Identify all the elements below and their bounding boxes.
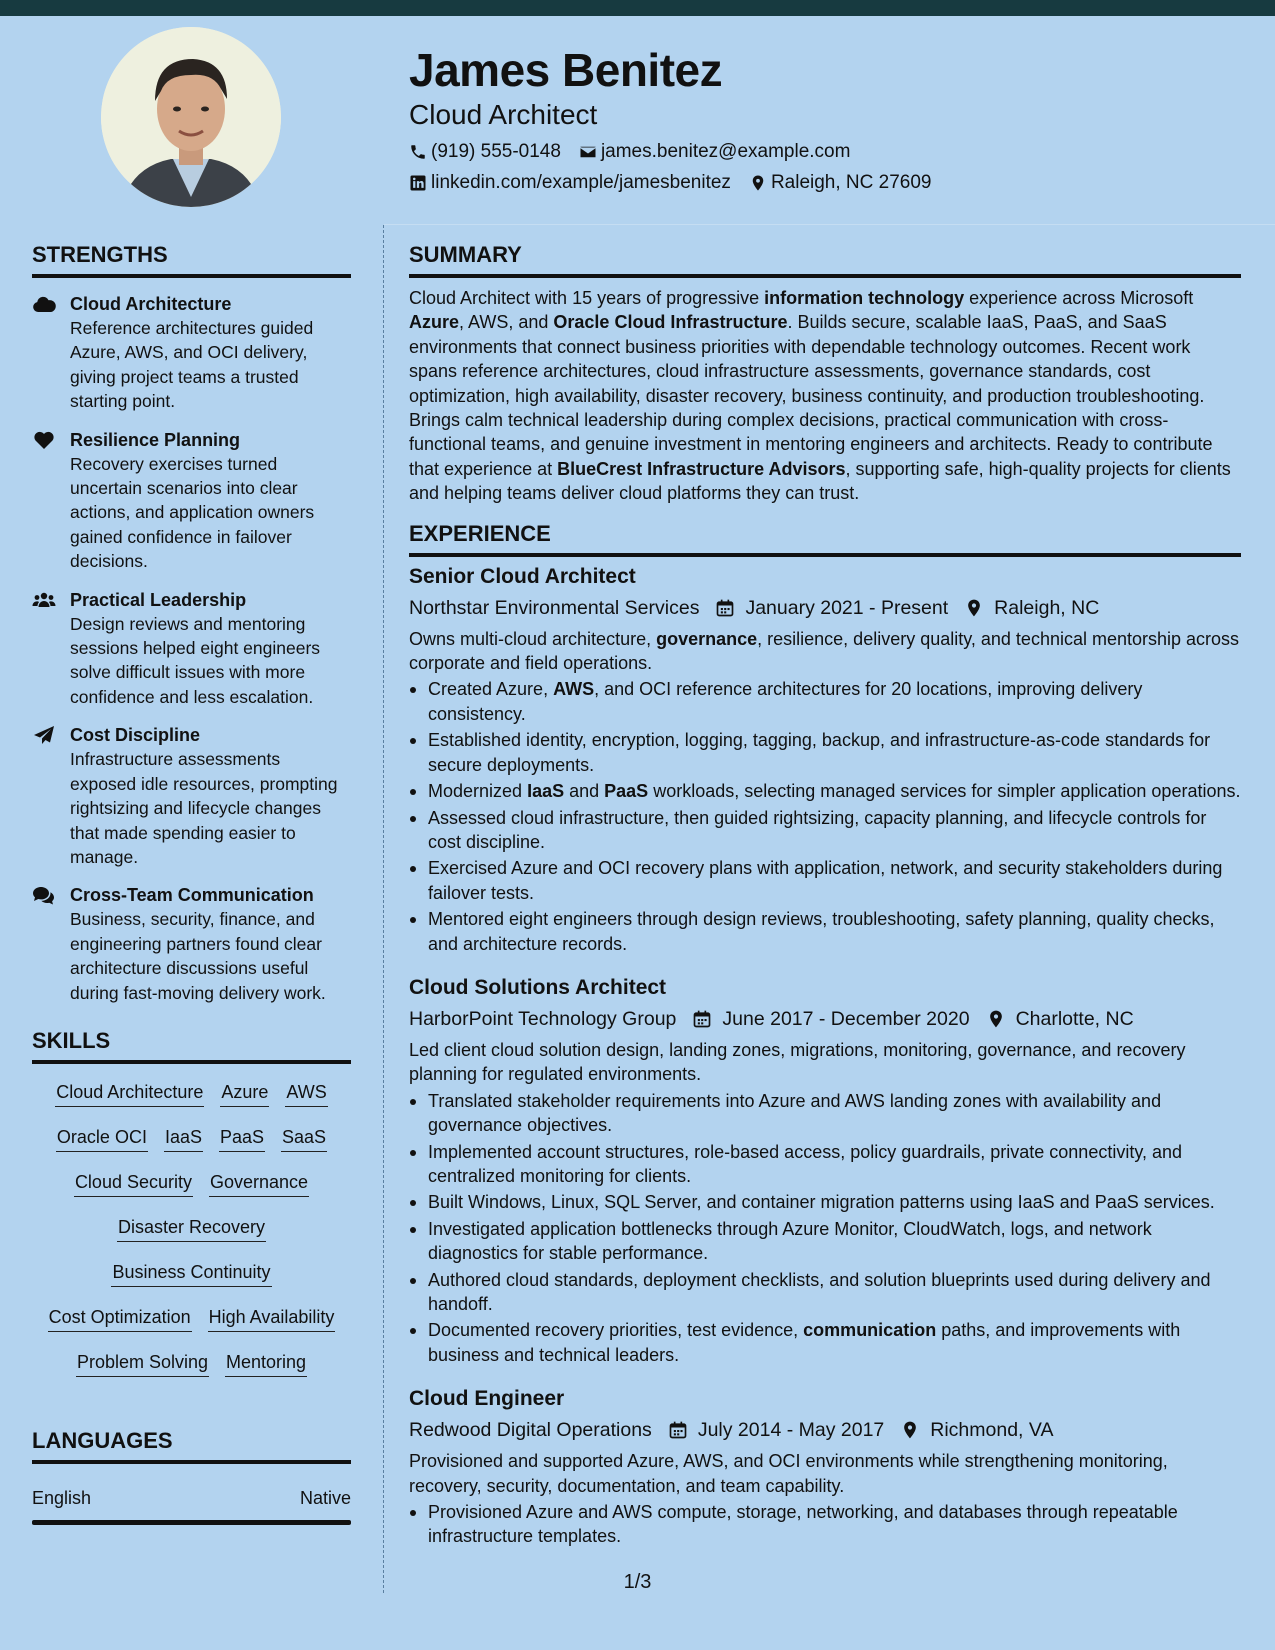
skill-tag: Mentoring — [225, 1350, 307, 1377]
skill-tag: Governance — [209, 1170, 309, 1197]
map-marker-icon — [986, 1009, 1006, 1029]
language-name: English — [32, 1487, 92, 1508]
linkedin-icon — [409, 174, 427, 192]
experience-rule — [409, 553, 1241, 557]
location-contact — [749, 171, 932, 195]
strength-item — [32, 428, 351, 574]
experience-heading: EXPERIENCE — [409, 520, 551, 546]
job-description: Led client cloud solution design, landing zones, migrations, monitoring, governance, and recovery planning for regulated environments. — [409, 1039, 1186, 1085]
cloud-icon — [32, 294, 56, 314]
strength-title: Cost Discipline — [70, 725, 201, 746]
strength-item — [32, 723, 351, 869]
strength-text: Infrastructure assessments exposed idle resources, prompting rightsizing and lifecycle changes that made spending easier to manage. — [70, 749, 338, 867]
phone-icon — [409, 143, 427, 161]
strength-item — [32, 883, 351, 1005]
summary-heading: SUMMARY — [409, 242, 522, 267]
job-meta — [409, 595, 1241, 621]
skill-tag: Cloud Architecture — [55, 1080, 204, 1107]
job-company: Redwood Digital Operations — [409, 1419, 652, 1442]
strength-text: Design reviews and mentoring sessions helped eight engineers solve difficult issues with more confidence and less escalation. — [70, 613, 321, 707]
skill-tag: PaaS — [219, 1125, 265, 1152]
skill-row — [32, 1119, 351, 1164]
profile-photo — [101, 27, 281, 207]
calendar-icon — [715, 598, 735, 618]
skill-row — [32, 1209, 351, 1254]
main-content — [409, 241, 1241, 1549]
job-description: Provisioned and supported Azure, AWS, and OCI environments while strengthening monitoring, recovery, security, documentation, and team capability. — [409, 1451, 1168, 1496]
skill-tag: Cloud Security — [74, 1170, 193, 1197]
phone-contact[interactable] — [409, 140, 561, 164]
map-marker-icon — [749, 174, 767, 192]
linkedin-contact[interactable] — [409, 171, 731, 195]
heart-icon — [32, 430, 56, 450]
skill-row — [32, 1299, 351, 1344]
sidebar — [32, 241, 351, 1525]
experience-list — [409, 563, 1241, 1549]
calendar-icon — [668, 1420, 688, 1440]
job-bullet: Provisioned Azure and AWS compute, storage, networking, and databases through repeatable infrastructure templates. — [409, 1500, 1241, 1549]
strength-text: Reference architectures guided Azure, AWS, and OCI delivery, giving project teams a trusted starting point. — [70, 318, 314, 412]
resume-header — [409, 44, 1229, 195]
job-bullets — [409, 677, 1241, 955]
job-bullet: Documented recovery priorities, test evidence, communication paths, and improvements with business and technical leaders. — [409, 1318, 1241, 1367]
envelope-icon — [579, 143, 597, 161]
job-bullet: Translated stakeholder requirements into Azure and AWS landing zones with availability and governance objectives. — [409, 1089, 1241, 1138]
skills-rule — [32, 1060, 351, 1064]
job-entry — [409, 563, 1241, 956]
paper-plane-icon — [32, 725, 56, 745]
top-bar — [0, 0, 1275, 16]
skills-heading: SKILLS — [32, 1027, 111, 1053]
skill-tag: SaaS — [281, 1125, 327, 1152]
map-marker-icon — [900, 1420, 920, 1440]
skill-row — [32, 1164, 351, 1209]
strength-item — [32, 292, 351, 414]
job-dates: June 2017 - December 2020 — [722, 1007, 970, 1030]
job-bullet: Implemented account structures, role-based access, policy guardrails, private connectivity, and centralized monitoring for clients. — [409, 1140, 1241, 1189]
strength-title: Cross-Team Communication — [70, 885, 314, 906]
job-location: Richmond, VA — [930, 1419, 1054, 1442]
skill-row — [32, 1254, 351, 1299]
skill-tag: High Availability — [208, 1305, 336, 1332]
skill-tag: IaaS — [164, 1125, 203, 1152]
skill-tag: Cost Optimization — [48, 1305, 192, 1332]
job-dates: January 2021 - Present — [745, 596, 949, 619]
skill-row — [32, 1344, 351, 1389]
calendar-icon — [692, 1009, 712, 1029]
email-text: james.benitez@example.com — [600, 141, 851, 162]
job-dates: July 2014 - May 2017 — [697, 1419, 885, 1442]
bold-text: Azure — [409, 312, 460, 333]
languages-rule — [32, 1460, 351, 1464]
job-meta — [409, 1006, 1241, 1032]
skill-tag: AWS — [285, 1080, 327, 1107]
skill-tag: Azure — [220, 1080, 269, 1107]
strength-text: Business, security, finance, and engineering partners found clear architecture discussions useful during fast-moving delivery work. — [70, 909, 326, 1003]
bold-text: IaaS — [527, 781, 565, 802]
users-icon — [32, 590, 56, 610]
strength-title: Practical Leadership — [70, 589, 247, 610]
job-bullet: Mentored eight engineers through design reviews, troubleshooting, safety planning, quality checks, and architecture records. — [409, 907, 1241, 956]
language-level: Native — [299, 1487, 351, 1508]
candidate-name: James Benitez — [409, 44, 723, 96]
job-location: Raleigh, NC — [994, 596, 1100, 619]
comments-icon — [32, 885, 56, 905]
skills-list — [32, 1074, 351, 1389]
location-text: Raleigh, NC 27609 — [770, 172, 932, 193]
contact-row-2 — [409, 171, 1229, 195]
job-bullet: Assessed cloud infrastructure, then guided rightsizing, capacity planning, and lifecycle controls for cost discipline. — [409, 806, 1241, 855]
strength-text: Recovery exercises turned uncertain scenarios into clear actions, and application owners gained confidence in failover decisions. — [70, 453, 315, 572]
languages-heading: LANGUAGES — [32, 1427, 173, 1453]
job-bullet: Modernized IaaS and PaaS workloads, selecting managed services for simpler application operations. — [409, 779, 1241, 803]
skill-tag: Disaster Recovery — [117, 1215, 266, 1242]
bold-text: Oracle Cloud Infrastructure — [553, 312, 788, 333]
summary-rule — [409, 274, 1241, 278]
job-bullet: Built Windows, Linux, SQL Server, and container migration patterns using IaaS and PaaS services. — [409, 1190, 1241, 1214]
job-bullet: Established identity, encryption, logging, tagging, backup, and infrastructure-as-code standards for secure deployments. — [409, 728, 1241, 777]
job-bullets — [409, 1089, 1241, 1367]
strengths-rule — [32, 274, 351, 278]
candidate-title: Cloud Architect — [409, 99, 598, 130]
job-title: Senior Cloud Architect — [409, 564, 636, 588]
contact-row-1 — [409, 140, 1229, 164]
skill-tag: Oracle OCI — [56, 1125, 148, 1152]
job-meta — [409, 1417, 1241, 1443]
job-title: Cloud Solutions Architect — [409, 975, 667, 999]
skill-tag: Business Continuity — [111, 1260, 271, 1287]
map-marker-icon — [964, 598, 984, 618]
job-company: Northstar Environmental Services — [409, 596, 700, 619]
job-title: Cloud Engineer — [409, 1387, 565, 1411]
job-entry — [409, 974, 1241, 1367]
phone-text: (919) 555-0148 — [431, 141, 561, 162]
job-bullet: Investigated application bottlenecks through Azure Monitor, CloudWatch, logs, and network diagnostics for stable performance. — [409, 1217, 1241, 1266]
bold-text: PaaS — [604, 781, 649, 802]
summary-text: Cloud Architect with 15 years of progressive information technology experience across Microsoft Azure, AWS, and Oracle Cloud Infrastructure. Builds secure, scalable IaaS, PaaS, and SaaS environments that connect business priorities with dependable technology outcomes. Recent work spans reference architectures, cloud infrastructure assessments, governance standards, cost optimization, high availability, disaster recovery, business continuity, and production troubleshooting. Brings calm technical leadership during complex decisions, practical communication with cross-functional teams, and genuine investment in mentoring engineers and architects. Ready to contribute that experience at BlueCrest Infrastructure Advisors, supporting safe, high-quality projects for clients and helping teams deliver cloud platforms they can trust. — [409, 288, 1231, 504]
strength-title: Resilience Planning — [70, 429, 241, 450]
bold-text: governance — [656, 628, 758, 649]
language-level-bar — [32, 1520, 351, 1525]
job-bullet: Created Azure, AWS, and OCI reference architectures for 20 locations, improving delivery consistency. — [409, 677, 1241, 726]
strength-item — [32, 588, 351, 710]
job-bullets — [409, 1500, 1241, 1549]
bold-text: information technology — [764, 288, 965, 308]
job-company: HarborPoint Technology Group — [409, 1007, 677, 1030]
language-item — [32, 1486, 351, 1510]
skill-tag: Problem Solving — [76, 1350, 209, 1377]
bold-text: AWS — [553, 679, 595, 700]
job-entry — [409, 1385, 1241, 1549]
job-location: Charlotte, NC — [1015, 1007, 1134, 1030]
job-description: Owns multi-cloud architecture, governance, resilience, delivery quality, and technical mentorship across corporate and field operations. — [409, 628, 1240, 674]
column-divider — [383, 225, 384, 1593]
strength-title: Cloud Architecture — [70, 294, 232, 314]
bold-text: communication — [803, 1320, 937, 1341]
page-number: 1/3 — [623, 1571, 652, 1593]
linkedin-text: linkedin.com/example/jamesbenitez — [431, 172, 731, 193]
strengths-list — [32, 292, 351, 1005]
email-contact[interactable] — [579, 140, 851, 164]
job-bullet: Authored cloud standards, deployment checklists, and solution blueprints used during delivery and handoff. — [409, 1268, 1241, 1317]
job-bullet: Exercised Azure and OCI recovery plans with application, network, and security stakeholders during failover tests. — [409, 856, 1241, 905]
bold-text: BlueCrest Infrastructure Advisors — [557, 458, 846, 479]
header-divider — [384, 224, 1275, 225]
skill-row — [32, 1074, 351, 1119]
strengths-heading: STRENGTHS — [32, 242, 168, 267]
